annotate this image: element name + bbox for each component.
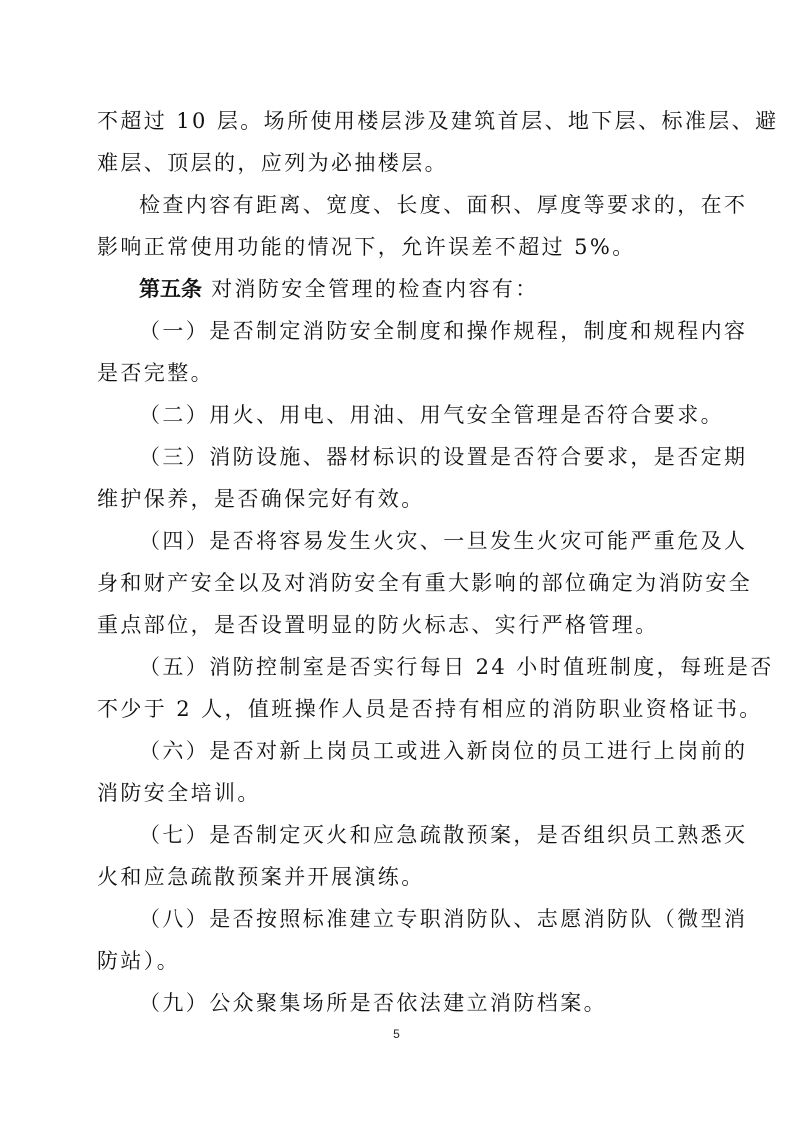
list-item-line: 防站）。 [97, 949, 181, 973]
list-item-line: （四）是否将容易发生火灾、一旦发生火灾可能严重危及人 [139, 529, 748, 553]
list-item-line: 重点部位，是否设置明显的防火标志、实行严格管理。 [97, 613, 659, 637]
list-item-line: （九）公众聚集场所是否依法建立消防档案。 [139, 991, 607, 1015]
list-item-line: 是否完整。 [97, 361, 214, 385]
list-item-line: （二）用火、用电、用油、用气安全管理是否符合要求。 [139, 403, 724, 427]
paragraph-line: 难层、顶层的，应列为必抽楼层。 [97, 151, 448, 175]
list-item-line: 不少于 2 人，值班操作人员是否持有相应的消防职业资格证书。 [97, 697, 763, 721]
article-intro: 对消防安全管理的检查内容有： [202, 277, 539, 301]
paragraph-line: 影响正常使用功能的情况下，允许误差不超过 5%。 [97, 235, 636, 259]
list-item-line: （六）是否对新上岗员工或进入新岗位的员工进行上岗前的 [139, 739, 748, 763]
list-item-line: （八）是否按照标准建立专职消防队、志愿消防队（微型消 [139, 907, 748, 931]
paragraph-line: 不超过 10 层。场所使用楼层涉及建筑首层、地下层、标准层、避 [97, 109, 779, 133]
list-item-line: （五）消防控制室是否实行每日 24 小时值班制度，每班是否 [139, 655, 774, 679]
list-item-line: 维护保养，是否确保完好有效。 [97, 487, 425, 511]
list-item-line: （一）是否制定消防安全制度和操作规程，制度和规程内容 [139, 319, 748, 343]
list-item-line: 消防安全培训。 [97, 781, 261, 805]
list-item-line: 火和应急疏散预案并开展演练。 [97, 865, 425, 889]
page-number: 5 [393, 1027, 400, 1041]
list-item-line: 身和财产安全以及对消防安全有重大影响的部位确定为消防安全 [97, 571, 753, 595]
article-heading-line [139, 274, 699, 304]
article-label: 第五条 [139, 277, 202, 301]
list-item-line: （七）是否制定灭火和应急疏散预案，是否组织员工熟悉灭 [139, 823, 748, 847]
list-item-line: （三）消防设施、器材标识的设置是否符合要求，是否定期 [139, 445, 748, 469]
paragraph-line: 检查内容有距离、宽度、长度、面积、厚度等要求的，在不 [139, 193, 748, 217]
